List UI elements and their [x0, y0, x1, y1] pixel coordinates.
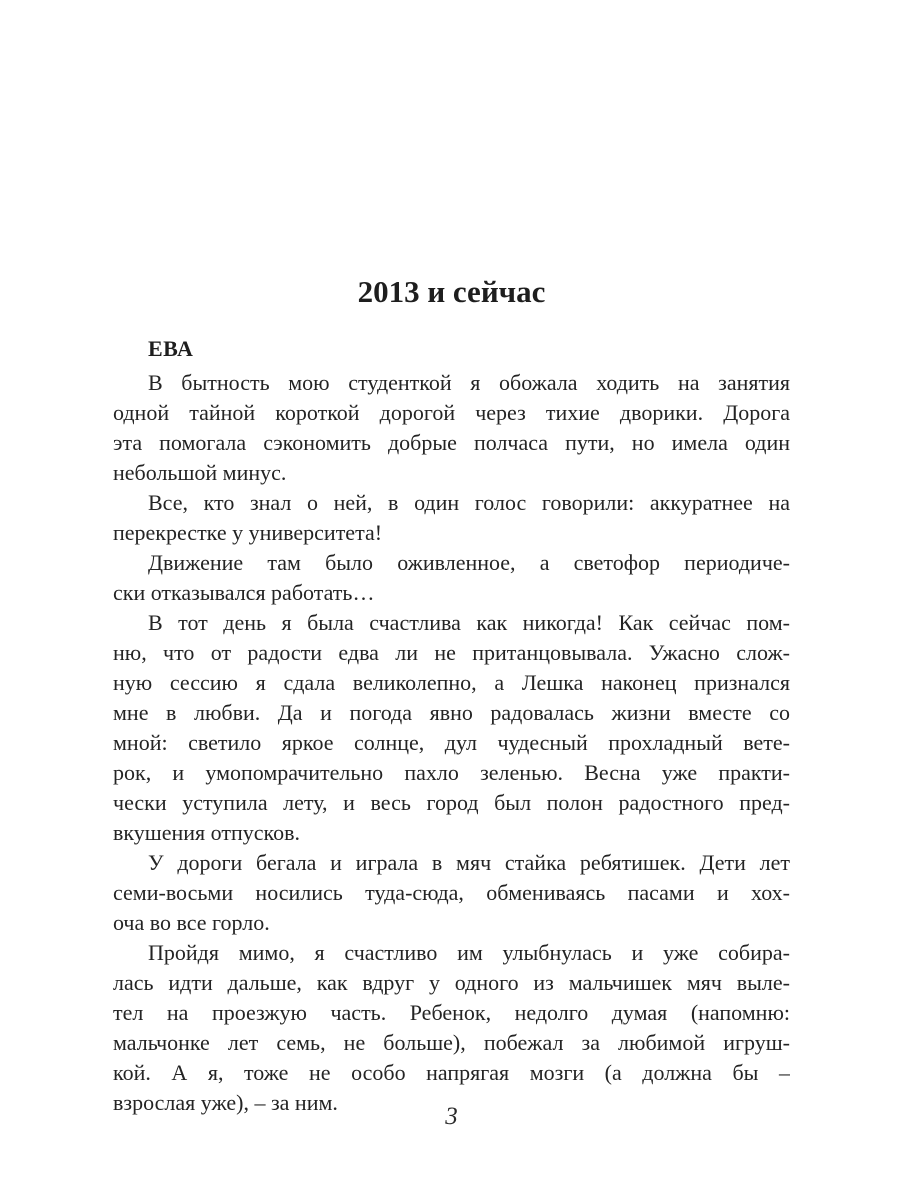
- text-line: кой. А я, тоже не особо напрягая мозги (а должна бы –: [113, 1060, 790, 1085]
- body-text: [113, 368, 790, 1118]
- paragraph: [113, 548, 790, 608]
- paragraph: [113, 368, 790, 488]
- page-number: 3: [445, 1103, 458, 1130]
- text-line: Все, кто знал о ней, в один голос говорили: аккуратнее на: [148, 490, 790, 515]
- paragraph: [113, 488, 790, 548]
- text-line: семи-восьми носились туда-сюда, обмениваясь пасами и хох-: [113, 880, 790, 905]
- text-line: ную сессию я сдала великолепно, а Лешка наконец признался: [113, 670, 790, 695]
- paragraph: [113, 848, 790, 938]
- chapter-title: 2013 и сейчас: [357, 274, 546, 309]
- text-line: Пройдя мимо, я счастливо им улыбнулась и уже собира-: [148, 940, 790, 965]
- text-line: чески уступила лету, и весь город был полон радостного пред-: [113, 790, 790, 815]
- text-line: эта помогала сэкономить добрые полчаса пути, но имела один: [113, 430, 790, 455]
- text-line: У дороги бегала и играла в мяч стайка ребятишек. Дети лет: [148, 850, 790, 875]
- text-line: вкушения отпусков.: [113, 820, 300, 845]
- text-line: В тот день я была счастлива как никогда! Как сейчас пом-: [148, 610, 790, 635]
- text-line: мальчонке лет семь, не больше), побежал за любимой игруш-: [113, 1030, 790, 1055]
- text-line: рок, и умопомрачительно пахло зеленью. Весна уже практи-: [113, 760, 790, 785]
- text-line: В бытность мою студенткой я обожала ходить на занятия: [148, 370, 790, 395]
- paragraph: [113, 938, 790, 1118]
- text-line: Движение там было оживленное, а светофор периодиче-: [148, 550, 790, 575]
- text-line: лась идти дальше, как вдруг у одного из мальчишек мяч выле-: [113, 970, 790, 995]
- text-line: оча во все горло.: [113, 910, 270, 935]
- text-line: небольшой минус.: [113, 460, 287, 485]
- text-line: мне в любви. Да и погода явно радовалась жизни вместе со: [113, 700, 790, 725]
- text-line: взрослая уже), – за ним.: [113, 1090, 338, 1115]
- text-line: ски отказывался работать…: [113, 580, 375, 605]
- text-line: тел на проезжую часть. Ребенок, недолго думая (напомню:: [113, 1000, 790, 1025]
- text-line: одной тайной короткой дорогой через тихие дворики. Дорога: [113, 400, 790, 425]
- text-line: ню, что от радости едва ли не пританцовывала. Ужасно слож-: [113, 640, 790, 665]
- text-line: мной: светило яркое солнце, дул чудесный прохладный вете-: [113, 730, 790, 755]
- paragraph: [113, 608, 790, 848]
- section-heading: ЕВА: [148, 336, 194, 361]
- text-line: перекрестке у университета!: [113, 520, 383, 545]
